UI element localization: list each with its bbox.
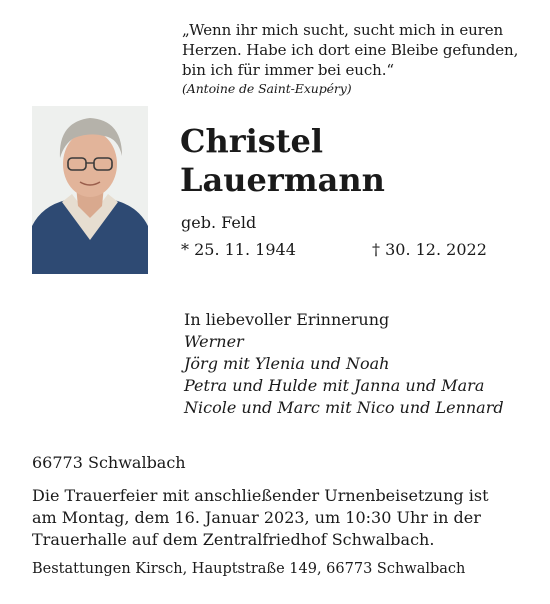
mourners-intro: In liebevoller Erinnerung xyxy=(184,310,390,329)
mourner-name: Nicole und Marc mit Nico und Lennard xyxy=(184,398,504,417)
quote-author: (Antoine de Saint-Exupéry) xyxy=(182,81,352,96)
deceased-name xyxy=(180,122,385,200)
life-dates xyxy=(181,240,487,259)
undertaker: Bestattungen Kirsch, Hauptstraße 149, 66773 Schwalbach xyxy=(32,561,466,577)
last-name: Lauermann xyxy=(180,161,385,199)
quote-line: bin ich für immer bei euch.“ xyxy=(182,61,394,79)
first-name: Christel xyxy=(180,122,324,160)
ceremony-line: Trauerhalle auf dem Zentralfriedhof Schwalbach. xyxy=(32,530,435,549)
mourner-name: Werner xyxy=(184,332,244,351)
death-date: † 30. 12. 2022 xyxy=(372,240,487,259)
mourner-name: Jörg mit Ylenia und Noah xyxy=(184,354,390,373)
mourner-name: Petra und Hulde mit Janna und Mara xyxy=(184,376,485,395)
ceremony-line: am Montag, dem 16. Januar 2023, um 10:30 Uhr in der xyxy=(32,508,481,527)
city: 66773 Schwalbach xyxy=(32,453,186,472)
ceremony-notice xyxy=(32,485,532,551)
quote-line: Herzen. Habe ich dort eine Bleibe gefunden, xyxy=(182,41,519,59)
quote xyxy=(182,20,532,98)
birth-date: * 25. 11. 1944 xyxy=(181,240,296,259)
ceremony-line: Die Trauerfeier mit anschließender Urnenbeisetzung ist xyxy=(32,486,489,505)
mourners-list xyxy=(184,309,504,419)
quote-line: „Wenn ihr mich sucht, sucht mich in euren xyxy=(182,21,504,39)
birth-name: geb. Feld xyxy=(181,213,257,232)
portrait-photo xyxy=(32,106,148,274)
